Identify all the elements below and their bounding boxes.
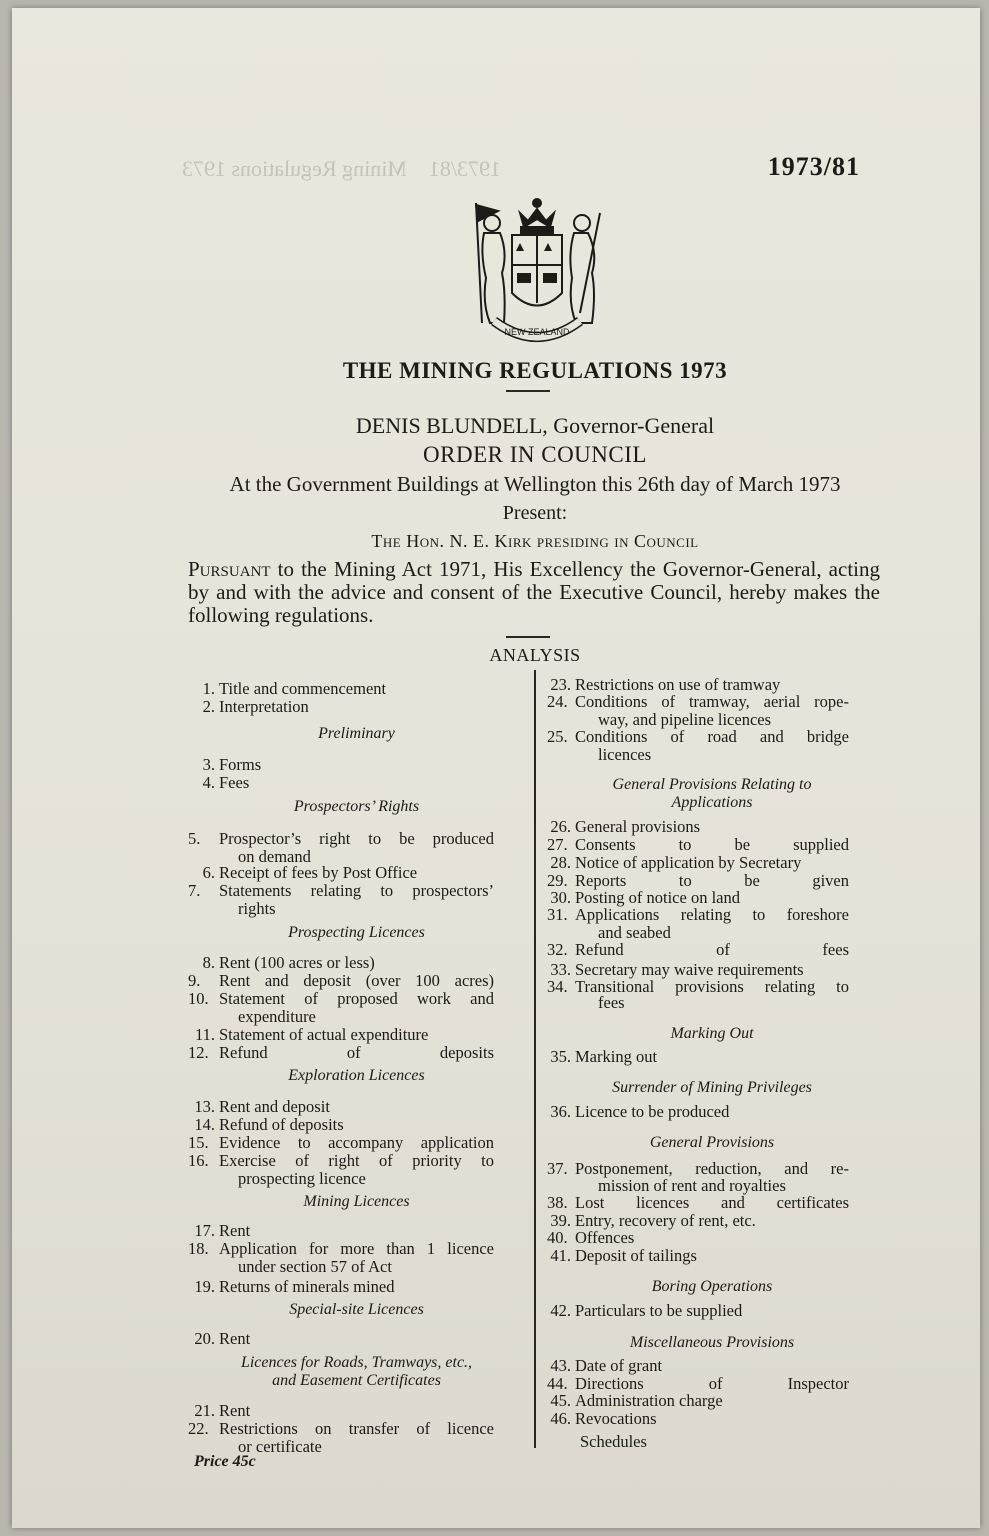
item-number: 36. <box>550 1102 571 1121</box>
item-text: Directions of Inspector <box>575 1374 849 1393</box>
item-number: 25. <box>547 727 568 746</box>
analysis-item <box>547 1160 849 1177</box>
section-heading: Prospectors’ Rights <box>293 798 420 815</box>
item-text: Statement of proposed work and <box>219 989 494 1008</box>
item-text: Licence to be produced <box>575 1102 730 1121</box>
item-continuation: mission of rent and royalties <box>598 1176 786 1195</box>
analysis-item <box>188 972 494 989</box>
analysis-item <box>547 1392 723 1409</box>
item-number: 46. <box>550 1409 571 1428</box>
item-number: 29. <box>547 871 568 890</box>
item-number: 33. <box>550 960 571 979</box>
item-number: 37. <box>547 1159 568 1178</box>
item-continuation: on demand <box>238 847 311 866</box>
analysis-item <box>547 961 804 978</box>
item-number: 28. <box>550 853 571 872</box>
item-continuation: licences <box>598 745 652 764</box>
item-text: Deposit of tailings <box>575 1246 697 1265</box>
item-number: 31. <box>547 905 568 924</box>
analysis-item <box>188 698 309 715</box>
analysis-divider <box>506 636 550 638</box>
item-text: Exercise of right of priority to <box>219 1151 494 1170</box>
analysis-item <box>547 889 740 906</box>
title-divider <box>506 390 550 392</box>
item-text: Applications relating to foreshore <box>575 905 849 924</box>
item-number: 24. <box>547 692 568 711</box>
item-number: 9. <box>188 971 201 990</box>
governor-general: DENIS BLUNDELL, Governor-General <box>355 413 715 438</box>
analysis-item <box>188 756 261 773</box>
analysis-item <box>547 818 700 835</box>
item-number: 3. <box>202 755 215 774</box>
analysis-item <box>547 1103 729 1120</box>
analysis-item <box>188 1098 330 1115</box>
item-number: 44. <box>547 1374 568 1393</box>
section-heading: General Provisions Relating to <box>612 776 812 793</box>
schedules-label: Schedules <box>580 1432 647 1451</box>
analysis-item <box>547 1375 849 1392</box>
item-number: 13. <box>194 1097 215 1116</box>
item-number: 11. <box>194 1025 215 1044</box>
item-text: Interpretation <box>219 697 309 716</box>
item-number: 45. <box>550 1391 571 1410</box>
item-text: Transitional provisions relating to <box>575 977 849 996</box>
item-text: Statement of actual expenditure <box>219 1025 429 1044</box>
analysis-item <box>547 854 801 871</box>
item-text: Forms <box>219 755 262 774</box>
item-text: Statements relating to prospectors’ <box>219 881 494 900</box>
item-number: 1. <box>202 679 215 698</box>
analysis-item <box>188 1134 494 1151</box>
presiding-line: The Hon. N. E. Kirk presiding in Council <box>371 531 699 551</box>
analysis-item <box>547 1247 697 1264</box>
item-number: 38. <box>547 1193 568 1212</box>
analysis-item <box>188 1222 250 1239</box>
pursuant-text: to the Mining Act 1971, His Excellency the Governor-General, acting by and with the advice and consent of the Executive Council, hereby makes the following regulations. <box>188 557 880 627</box>
item-text: Rent <box>219 1401 251 1420</box>
item-number: 4. <box>202 773 215 792</box>
item-text: Application for more than 1 licence <box>219 1239 494 1258</box>
item-number: 26. <box>550 817 571 836</box>
analysis-item <box>188 1044 494 1061</box>
section-heading: Surrender of Mining Privileges <box>612 1079 812 1096</box>
analysis-item <box>188 1152 494 1169</box>
item-text: Postponement, reduction, and re- <box>575 1159 849 1178</box>
analysis-item <box>188 1330 250 1347</box>
item-number: 19. <box>194 1277 215 1296</box>
section-heading: Preliminary <box>318 725 395 742</box>
item-text: Rent <box>219 1221 251 1240</box>
item-number: 21. <box>194 1401 215 1420</box>
analysis-heading: ANALYSIS <box>489 645 581 665</box>
coat-of-arms-icon <box>454 183 620 348</box>
section-heading: Mining Licences <box>303 1193 410 1210</box>
item-number: 40. <box>547 1228 568 1247</box>
item-text: Evidence to accompany application <box>219 1133 494 1152</box>
analysis-item <box>188 1420 494 1437</box>
item-text: Prospector’s right to be produced <box>219 829 494 848</box>
order-in-council: ORDER IN COUNCIL <box>423 442 647 467</box>
item-text: Notice of application by Secretary <box>575 853 802 872</box>
item-text: Posting of notice on land <box>575 888 740 907</box>
analysis-item <box>547 836 849 853</box>
analysis-item <box>547 978 849 995</box>
analysis-item <box>547 1410 657 1427</box>
item-number: 16. <box>188 1151 209 1170</box>
item-text: Offences <box>575 1228 635 1247</box>
analysis-item <box>547 1229 849 1246</box>
item-text: Restrictions on use of tramway <box>575 675 781 694</box>
analysis-item <box>188 680 386 697</box>
analysis-item <box>188 1116 344 1133</box>
item-text: Date of grant <box>575 1356 663 1375</box>
item-text: Title and commencement <box>219 679 387 698</box>
item-text: Reports to be given <box>575 871 849 890</box>
analysis-item <box>547 1357 662 1374</box>
item-number: 39. <box>550 1211 571 1230</box>
item-text: Refund of deposits <box>219 1043 494 1062</box>
section-heading: General Provisions <box>649 1134 775 1151</box>
item-number: 34. <box>547 977 568 996</box>
item-number: 20. <box>194 1329 215 1348</box>
analysis-item <box>547 693 849 710</box>
pursuant-lead: Pursuant <box>188 557 271 581</box>
analysis-item <box>188 1240 494 1257</box>
analysis-item <box>188 774 249 791</box>
item-text: Consents to be supplied <box>575 835 849 854</box>
section-heading: Applications <box>671 794 753 811</box>
analysis-item <box>188 990 494 1007</box>
item-text: Entry, recovery of rent, etc. <box>575 1211 756 1230</box>
item-text: Administration charge <box>575 1391 723 1410</box>
analysis-item <box>188 1026 428 1043</box>
analysis-item <box>547 676 780 693</box>
section-heading: Special-site Licences <box>289 1301 424 1318</box>
item-number: 7. <box>188 881 201 900</box>
item-text: Refund of fees <box>575 940 849 959</box>
location-date: At the Government Buildings at Wellington this 26th day of March 1973 <box>229 472 841 496</box>
item-continuation: expenditure <box>238 1007 316 1026</box>
price: Price 45c <box>194 1453 256 1470</box>
item-text: Conditions of road and bridge <box>575 727 849 746</box>
item-number: 15. <box>188 1133 209 1152</box>
analysis-item <box>188 864 417 881</box>
bleed-through-text: 1973/81 Mining Regulations 1973 <box>182 156 501 181</box>
item-number: 14. <box>194 1115 215 1134</box>
item-number: 5. <box>188 829 201 848</box>
item-number: 2. <box>202 697 215 716</box>
crest-label: NEW ZEALAND <box>504 327 570 337</box>
item-number: 18. <box>188 1239 209 1258</box>
analysis-item <box>547 906 849 923</box>
section-heading: and Easement Certificates <box>272 1372 441 1389</box>
analysis-item <box>547 728 849 745</box>
item-number: 23. <box>550 675 571 694</box>
item-text: Lost licences and certificates <box>575 1193 849 1212</box>
analysis-item <box>547 1212 756 1229</box>
item-number: 41. <box>550 1246 571 1265</box>
page-title: THE MINING REGULATIONS 1973 <box>342 358 728 383</box>
item-text: Marking out <box>575 1047 658 1066</box>
item-number: 27. <box>547 835 568 854</box>
item-text: Rent (100 acres or less) <box>219 953 375 972</box>
item-text: Receipt of fees by Post Office <box>219 863 418 882</box>
section-heading: Prospecting Licences <box>288 924 425 941</box>
item-continuation: rights <box>238 899 276 918</box>
analysis-item <box>547 1194 849 1211</box>
section-heading: Miscellaneous Provisions <box>629 1334 795 1351</box>
enacting-paragraph <box>188 558 880 627</box>
item-number: 32. <box>547 940 568 959</box>
item-continuation: under section 57 of Act <box>238 1257 392 1276</box>
item-number: 12. <box>188 1043 209 1062</box>
analysis-item <box>188 830 494 847</box>
item-continuation: fees <box>598 993 625 1012</box>
analysis-item <box>547 1048 657 1065</box>
item-continuation: prospecting licence <box>238 1169 366 1188</box>
document-number: 1973/81 <box>767 152 860 181</box>
item-number: 35. <box>550 1047 571 1066</box>
item-text: Secretary may waive requirements <box>575 960 804 979</box>
column-divider <box>534 670 536 1448</box>
item-number: 10. <box>188 989 209 1008</box>
item-text: Rent and deposit <box>219 1097 330 1116</box>
item-number: 43. <box>550 1356 571 1375</box>
analysis-item <box>188 1278 395 1295</box>
item-text: Refund of deposits <box>219 1115 344 1134</box>
item-number: 42. <box>550 1301 571 1320</box>
section-heading: Marking Out <box>670 1025 754 1042</box>
present-label: Present: <box>502 502 568 524</box>
analysis-item <box>547 1302 742 1319</box>
document-page <box>12 8 980 1528</box>
item-text: Revocations <box>575 1409 657 1428</box>
analysis-item <box>547 941 849 958</box>
item-number: 30. <box>550 888 571 907</box>
item-text: Rent and deposit (over 100 acres) <box>219 971 494 990</box>
item-text: Rent <box>219 1329 251 1348</box>
item-number: 6. <box>202 863 215 882</box>
analysis-item <box>547 872 849 889</box>
item-continuation: or certificate <box>238 1437 322 1456</box>
item-continuation: way, and pipeline licences <box>598 710 772 729</box>
analysis-item <box>188 882 494 899</box>
item-text: Restrictions on transfer of licence <box>219 1419 494 1438</box>
item-text: Conditions of tramway, aerial rope- <box>575 692 849 711</box>
section-heading: Licences for Roads, Tramways, etc., <box>240 1354 473 1371</box>
item-text: Fees <box>219 773 250 792</box>
section-heading: Exploration Licences <box>288 1067 425 1084</box>
item-continuation: and seabed <box>598 923 671 942</box>
item-number: 8. <box>202 953 215 972</box>
item-text: Returns of minerals mined <box>219 1277 395 1296</box>
item-number: 22. <box>188 1419 209 1438</box>
analysis-item <box>188 954 375 971</box>
item-text: Particulars to be supplied <box>575 1301 743 1320</box>
item-text: General provisions <box>575 817 701 836</box>
analysis-item <box>188 1402 250 1419</box>
item-number: 17. <box>194 1221 215 1240</box>
section-heading: Boring Operations <box>651 1278 773 1295</box>
